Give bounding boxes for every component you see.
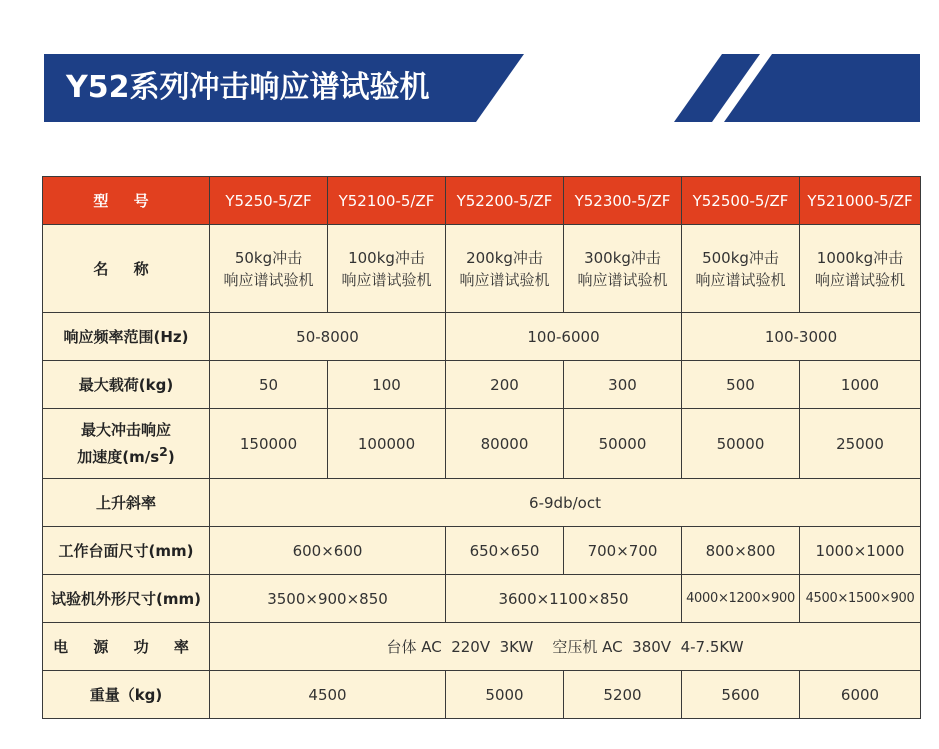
load-cell: 100 xyxy=(328,361,446,409)
table-size-cell: 650×650 xyxy=(446,527,564,575)
outline-cell: 4500×1500×900 xyxy=(800,575,921,623)
name-line2: 响应谱试验机 xyxy=(695,270,786,289)
power-cell: 台体 AC 220V 3KW 空压机 AC 380V 4-7.5KW xyxy=(210,623,921,671)
model-cell: Y52100-5/ZF xyxy=(328,177,446,225)
name-row xyxy=(43,225,921,313)
name-line2: 响应谱试验机 xyxy=(223,270,314,289)
name-line1: 200kg冲击 xyxy=(466,248,543,267)
model-cell: Y521000-5/ZF xyxy=(800,177,921,225)
load-cell: 1000 xyxy=(800,361,921,409)
name-line1: 1000kg冲击 xyxy=(816,248,904,267)
name-cell xyxy=(328,225,446,313)
name-cell xyxy=(564,225,682,313)
name-line2: 响应谱试验机 xyxy=(459,270,550,289)
name-label: 名 称 xyxy=(43,225,210,313)
name-line2: 响应谱试验机 xyxy=(341,270,432,289)
accel-label xyxy=(43,409,210,479)
load-cell: 200 xyxy=(446,361,564,409)
accel-label-line1: 最大冲击响应 xyxy=(80,421,171,439)
weight-cell: 5200 xyxy=(564,671,682,719)
name-line1: 50kg冲击 xyxy=(234,248,303,267)
freq-cell: 100-3000 xyxy=(682,313,921,361)
freq-cell: 100-6000 xyxy=(446,313,682,361)
table-size-row xyxy=(43,527,921,575)
spec-table xyxy=(42,176,921,719)
power-label: 电 源 功 率 xyxy=(43,623,210,671)
weight-row xyxy=(43,671,921,719)
model-cell: Y52200-5/ZF xyxy=(446,177,564,225)
power-row xyxy=(43,623,921,671)
outline-cell: 4000×1200×900 xyxy=(682,575,800,623)
outline-label: 试验机外形尺寸(mm) xyxy=(43,575,210,623)
weight-cell: 5600 xyxy=(682,671,800,719)
freq-cell: 50-8000 xyxy=(210,313,446,361)
accel-cell: 150000 xyxy=(210,409,328,479)
slope-cell: 6-9db/oct xyxy=(210,479,921,527)
model-label: 型 号 xyxy=(43,177,210,225)
table-size-cell: 1000×1000 xyxy=(800,527,921,575)
slope-row xyxy=(43,479,921,527)
freq-row xyxy=(43,313,921,361)
header-row xyxy=(43,177,921,225)
model-cell: Y5250-5/ZF xyxy=(210,177,328,225)
accel-cell: 100000 xyxy=(328,409,446,479)
freq-label: 响应频率范围(Hz) xyxy=(43,313,210,361)
accel-cell: 25000 xyxy=(800,409,921,479)
load-cell: 500 xyxy=(682,361,800,409)
table-size-cell: 800×800 xyxy=(682,527,800,575)
name-line2: 响应谱试验机 xyxy=(814,270,905,289)
name-line1: 500kg冲击 xyxy=(702,248,779,267)
weight-cell: 5000 xyxy=(446,671,564,719)
name-cell xyxy=(800,225,921,313)
name-line2: 响应谱试验机 xyxy=(577,270,668,289)
slope-label: 上升斜率 xyxy=(43,479,210,527)
model-cell: Y52500-5/ZF xyxy=(682,177,800,225)
load-cell: 300 xyxy=(564,361,682,409)
load-label: 最大载荷(kg) xyxy=(43,361,210,409)
outline-cell: 3500×900×850 xyxy=(210,575,446,623)
title-banner xyxy=(44,54,920,122)
outline-row xyxy=(43,575,921,623)
weight-cell: 6000 xyxy=(800,671,921,719)
outline-cell: 3600×1100×850 xyxy=(446,575,682,623)
weight-cell: 4500 xyxy=(210,671,446,719)
name-cell xyxy=(682,225,800,313)
accel-label-sup: 2 xyxy=(159,444,168,459)
page-title: Y52系列冲击响应谱试验机 xyxy=(66,70,430,105)
accel-label-tail: ) xyxy=(167,448,175,466)
name-cell xyxy=(210,225,328,313)
name-line1: 100kg冲击 xyxy=(348,248,425,267)
table-size-cell: 700×700 xyxy=(564,527,682,575)
accel-cell: 80000 xyxy=(446,409,564,479)
accel-label-line2: 加速度(m/s xyxy=(77,448,160,466)
table-size-label: 工作台面尺寸(mm) xyxy=(43,527,210,575)
model-cell: Y52300-5/ZF xyxy=(564,177,682,225)
load-cell: 50 xyxy=(210,361,328,409)
table-size-cell: 600×600 xyxy=(210,527,446,575)
accel-cell: 50000 xyxy=(682,409,800,479)
name-line1: 300kg冲击 xyxy=(584,248,661,267)
weight-label: 重量（kg) xyxy=(43,671,210,719)
name-cell xyxy=(446,225,564,313)
load-row xyxy=(43,361,921,409)
accel-row xyxy=(43,409,921,479)
accel-cell: 50000 xyxy=(564,409,682,479)
